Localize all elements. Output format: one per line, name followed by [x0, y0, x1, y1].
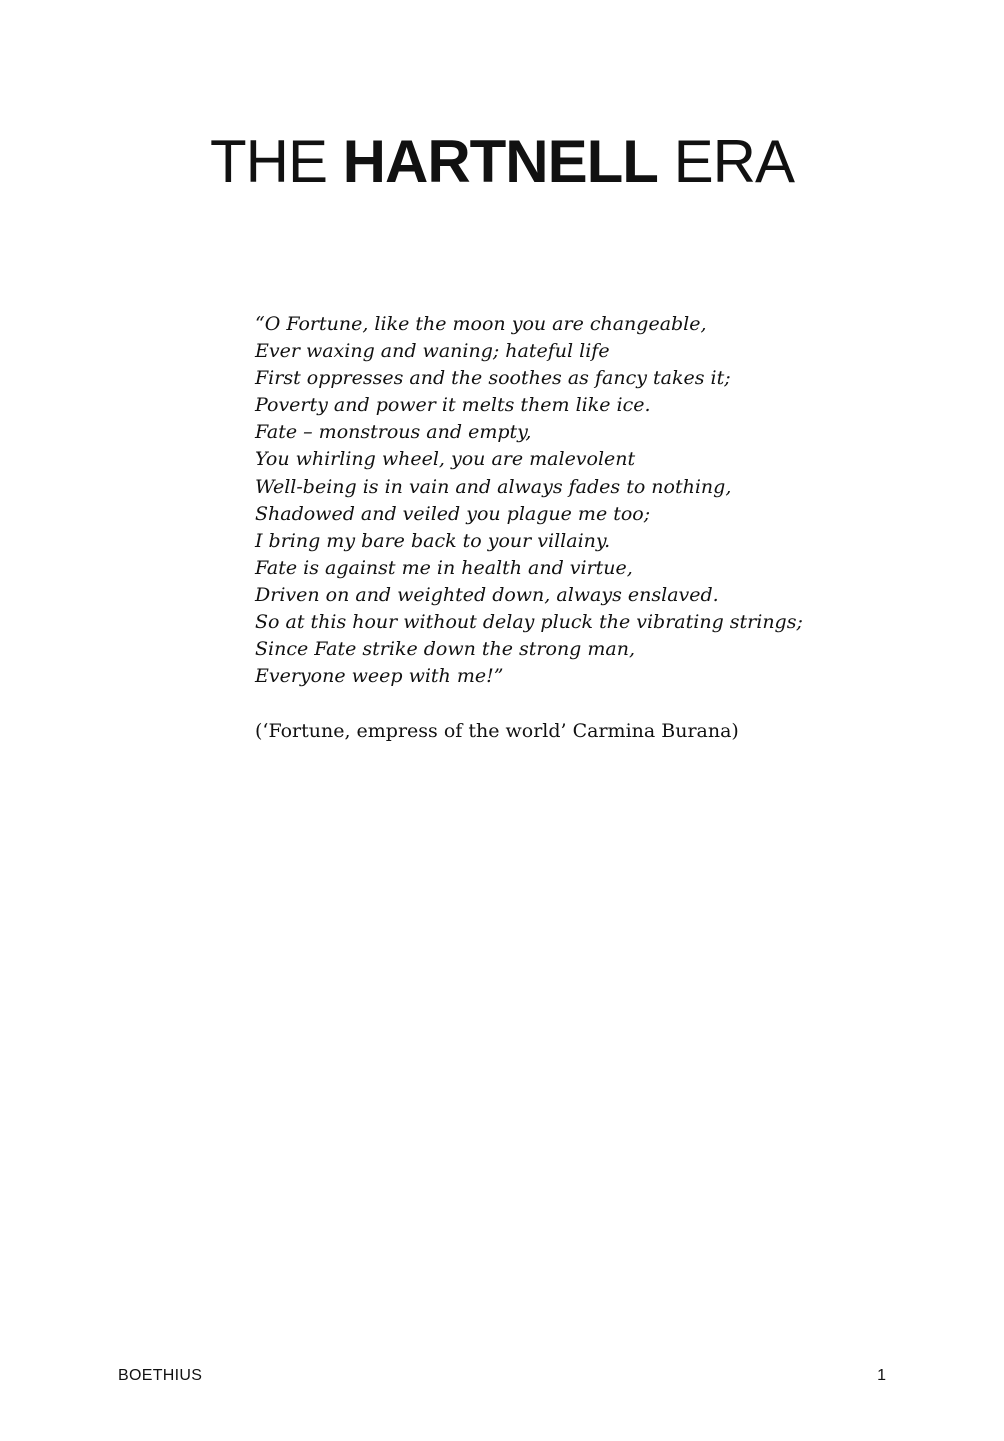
poem-line: Ever waxing and waning; hateful life — [255, 340, 610, 363]
title-part-the: THE — [209, 128, 343, 195]
poem-line: Well-being is in vain and always fades to nothing, — [255, 475, 732, 498]
poem-line: You whirling wheel, you are malevolent — [255, 448, 636, 471]
poem-line: Fate – monstrous and empty, — [255, 421, 532, 444]
poem-line: Since Fate strike down the strong man, — [255, 638, 635, 661]
poem-line: I bring my bare back to your villainy. — [255, 529, 611, 552]
poem-line: Shadowed and veiled you plague me too; — [255, 502, 651, 525]
poem-line: Everyone weep with me!” — [255, 665, 504, 688]
poem-line: “O Fortune, like the moon you are changeable, — [255, 313, 707, 335]
poem-line: So at this hour without delay pluck the vibrating strings; — [255, 611, 803, 634]
poem-line: Fate is against me in health and virtue, — [255, 556, 633, 579]
poem-line: Driven on and weighted down, always enslaved. — [255, 583, 719, 606]
poem-block — [255, 311, 875, 690]
running-head: BOETHIUS — [118, 1367, 203, 1384]
poem-citation: (‘Fortune, empress of the world’ Carmina Burana) — [255, 720, 739, 742]
page-title — [0, 122, 1004, 202]
poem-line: First oppresses and the soothes as fancy takes it; — [255, 367, 731, 390]
poem-line: Poverty and power it melts them like ice. — [255, 394, 651, 417]
title-part-hartnell: HARTNELL — [342, 128, 658, 195]
page-number: 1 — [877, 1367, 886, 1384]
title-part-era: ERA — [657, 128, 794, 195]
